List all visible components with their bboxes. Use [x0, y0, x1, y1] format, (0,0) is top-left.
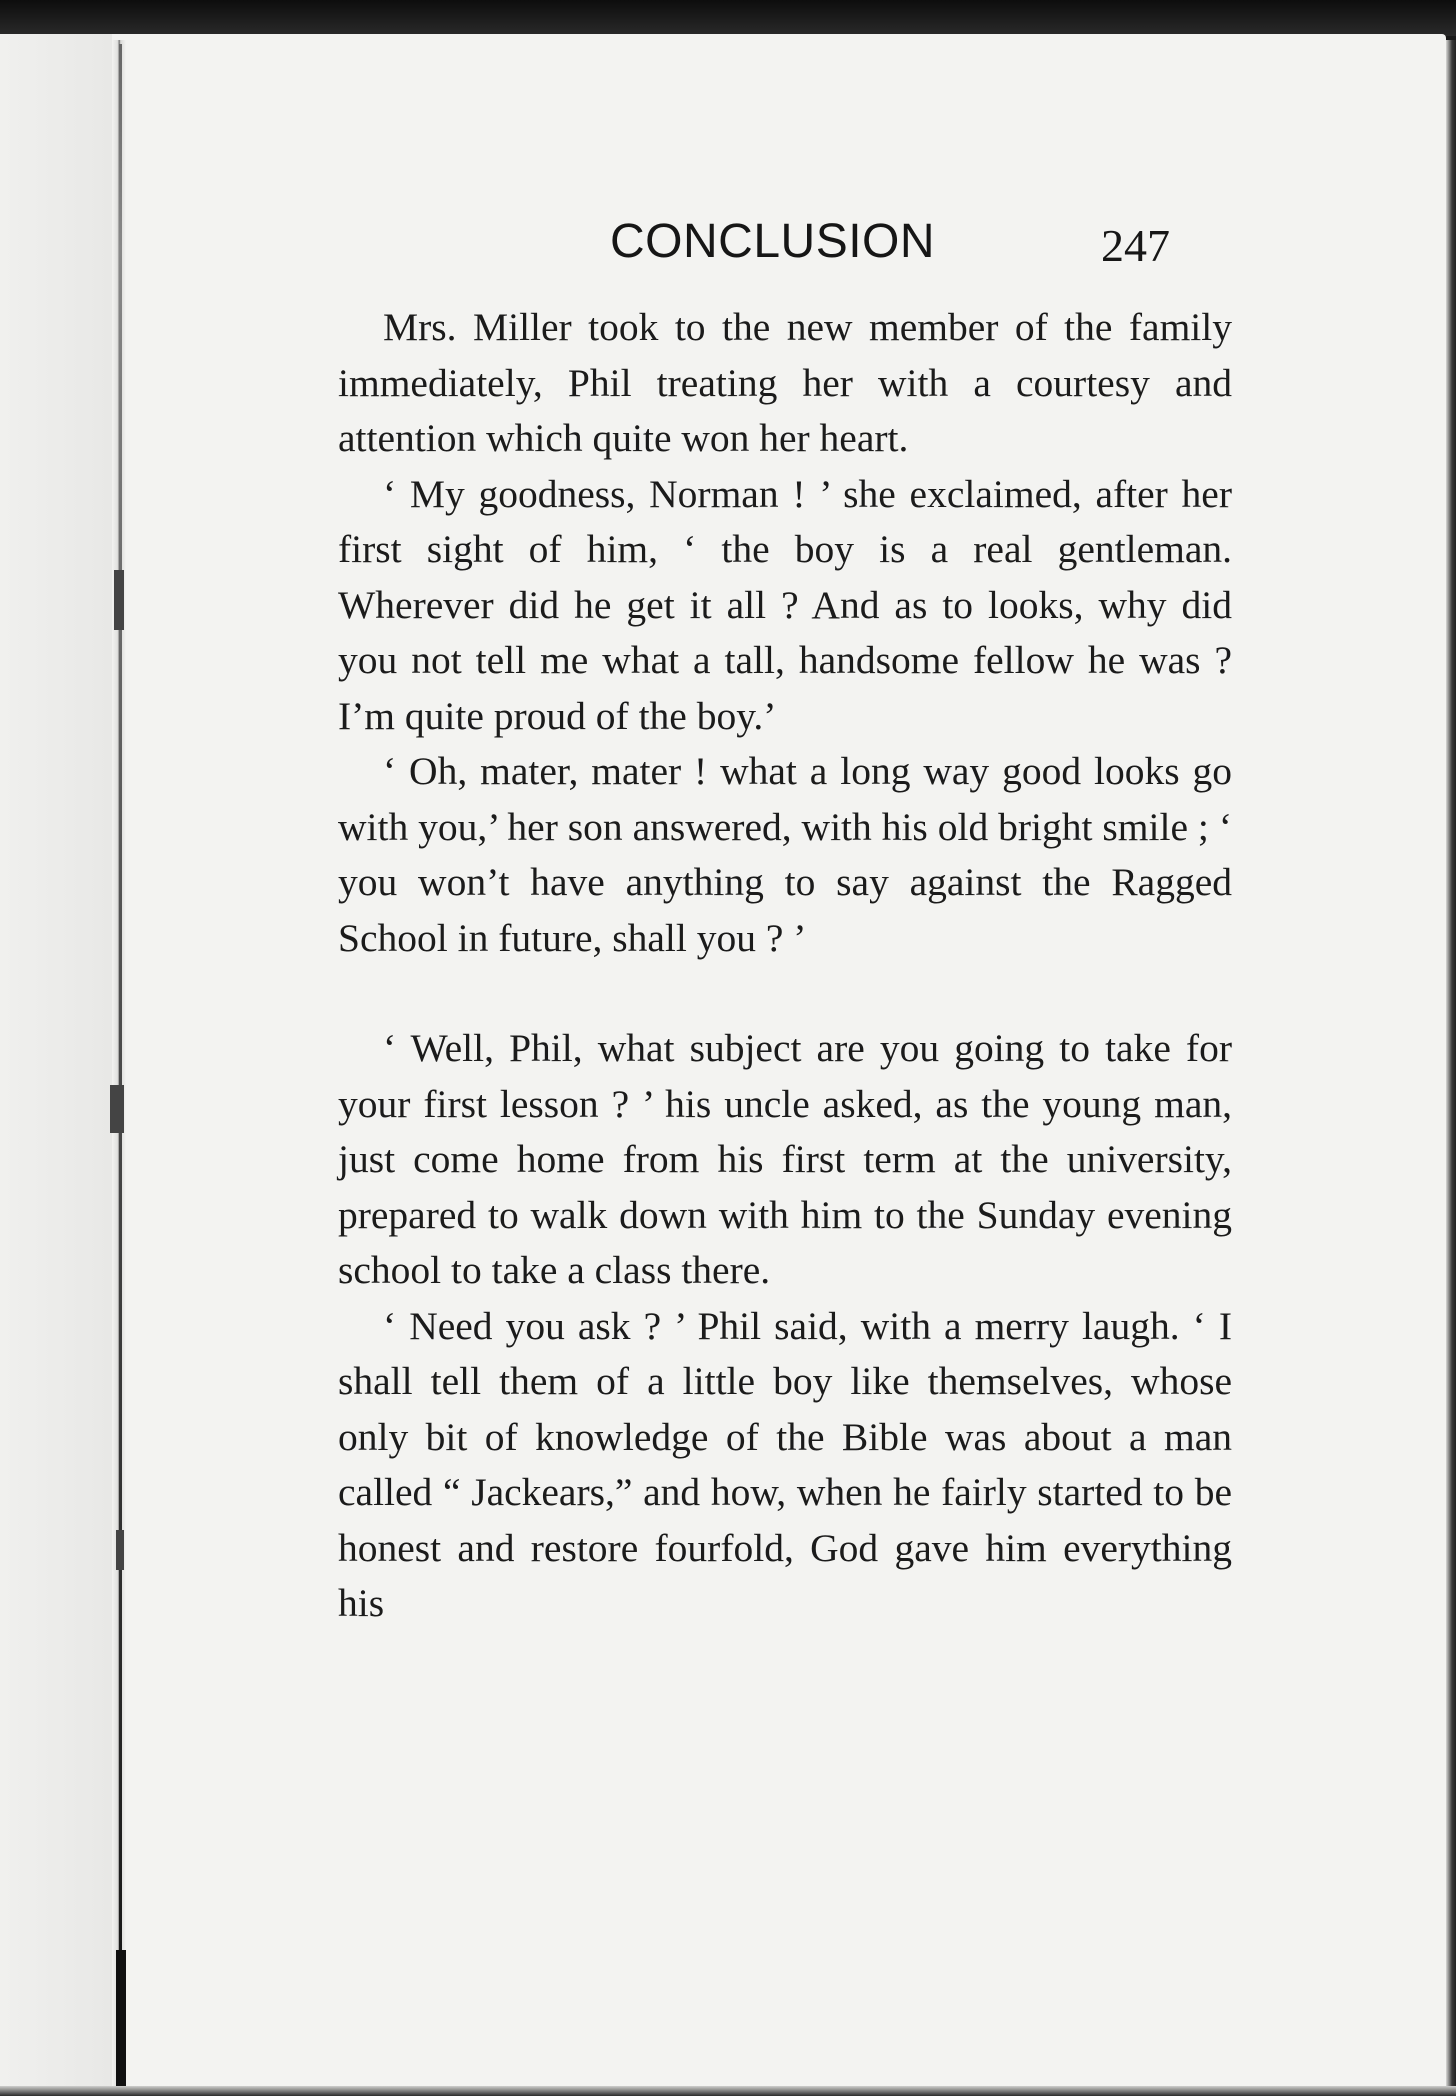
page-number: 247 — [1101, 220, 1170, 271]
scan-top-edge — [0, 0, 1456, 36]
page-right-edge — [1446, 40, 1456, 2096]
paragraph: Mrs. Miller took to the new member of the family immediately, Phil treating her with a courtesy and attention which quite won her heart. — [338, 305, 1232, 460]
left-margin — [0, 34, 112, 2096]
chapter-title: CONCLUSION — [610, 215, 936, 268]
paragraph: ‘ Oh, mater, mater ! what a long way good looks go with you,’ her son answered, with his old bright smile ; ‘ you won’t have anything to say against the Ragged School in future, shall you ? ’ — [338, 749, 1232, 960]
paragraph: ‘ Need you ask ? ’ Phil said, with a merry laugh. ‘ I shall tell them of a little boy like themselves, whose only bit of knowledge of the Bible was about a man called “ Jackears,” and how, when he fairly started to be honest and restore fourfold, God gave him everything his — [338, 1303, 1232, 1625]
paragraph: ‘ My goodness, Norman ! ’ she exclaimed, after her first sight of him, ‘ the boy is a real gentleman. Wherever did he get it all ? And as to looks, why did you not tell me what a tall, handsome fellow he was ? I’m quite proud of the boy.’ — [338, 471, 1232, 738]
gutter-mark — [114, 570, 124, 630]
book-gutter-line — [119, 44, 122, 2094]
running-head — [340, 210, 1240, 280]
paragraph: ‘ Well, Phil, what subject are you going to take for your first lesson ? ’ his uncle asked, as the young man, just come home from his first term at the university, prepared to walk down with him to the Sunday evening school to take a class there. — [338, 1026, 1232, 1292]
section-break — [338, 966, 1232, 1021]
body-text — [338, 300, 1232, 1632]
page-bottom-edge — [0, 2086, 1456, 2096]
gutter-mark — [110, 1085, 124, 1133]
gutter-mark — [116, 1530, 124, 1570]
gutter-mark — [116, 1950, 126, 2090]
